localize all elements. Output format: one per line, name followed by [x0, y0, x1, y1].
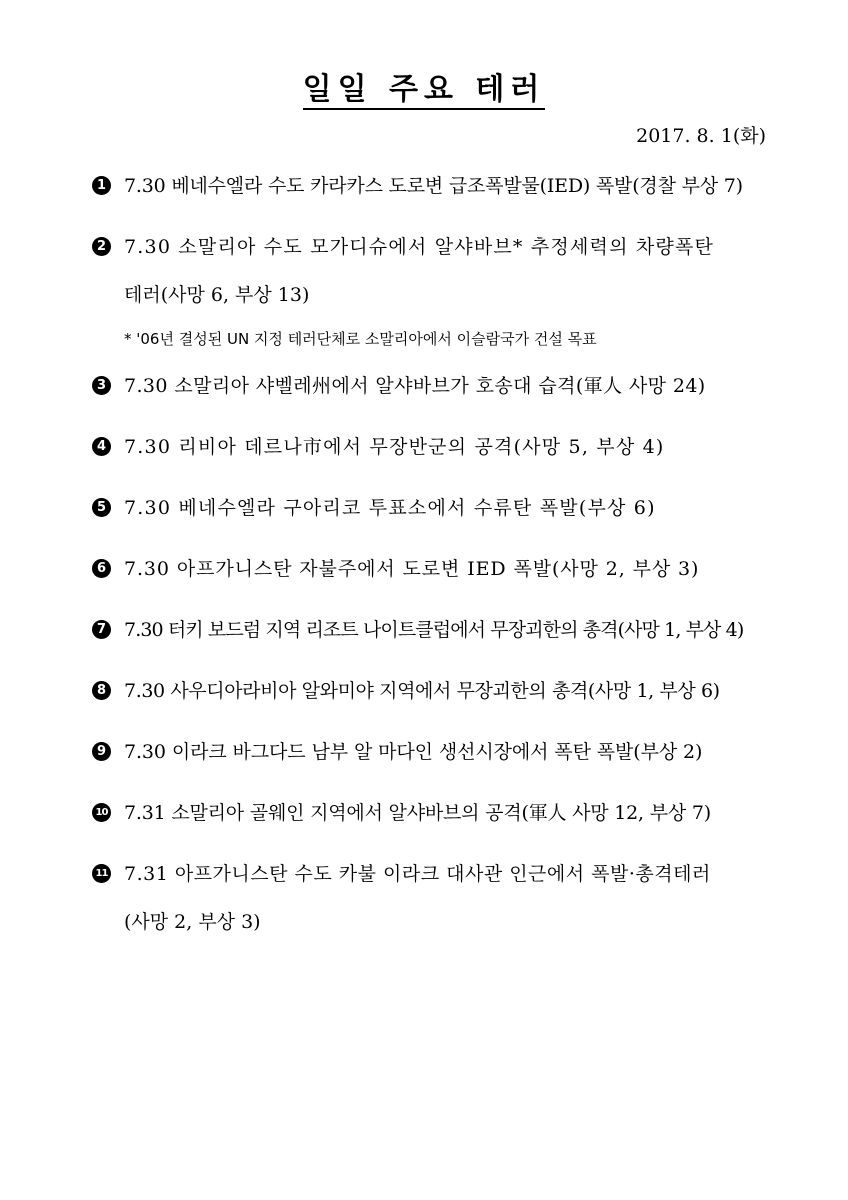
item-number: 3 — [92, 376, 111, 395]
item-text: 7.30 사우디아라비아 알와미야 지역에서 무장괴한의 총격(사망 1, 부상 6) — [124, 680, 720, 702]
item-number: 9 — [92, 742, 111, 761]
item-text: 7.30 터키 보드럼 지역 리조트 나이트클럽에서 무장괴한의 총격(사망 1, 부상 4) — [124, 619, 744, 641]
item-text-continued: 테러(사망 6, 부상 13) — [124, 284, 310, 306]
item-number: 2 — [92, 237, 111, 256]
report-date: 2017. 8. 1(화) — [636, 125, 766, 147]
item-text: 7.30 아프가니스탄 자불주에서 도로변 IED 폭발(사망 2, 부상 3) — [124, 558, 700, 580]
item-number: 11 — [92, 864, 111, 883]
item-number: 5 — [92, 498, 111, 517]
page-title — [0, 70, 848, 110]
item-number: 4 — [92, 437, 111, 456]
item-text: 7.31 아프가니스탄 수도 카불 이라크 대사관 인근에서 폭발·총격테러 — [124, 863, 711, 885]
item-text: 7.30 소말리아 수도 모가디슈에서 알샤바브* 추정세력의 차량폭탄 — [124, 236, 715, 258]
item-number: 1 — [92, 176, 111, 195]
item-text-continued: (사망 2, 부상 3) — [124, 911, 261, 933]
page-title-text: 일일 주요 테러 — [303, 72, 546, 110]
item-text: 7.30 이라크 바그다드 남부 알 마다인 생선시장에서 폭탄 폭발(부상 2) — [124, 741, 703, 763]
item-number: 7 — [92, 620, 111, 639]
item-text: 7.30 베네수엘라 수도 카라카스 도로변 급조폭발물(IED) 폭발(경찰 부상 7) — [124, 175, 743, 197]
item-text: 7.30 리비아 데르나市에서 무장반군의 공격(사망 5, 부상 4) — [124, 436, 665, 458]
item-number: 10 — [92, 803, 111, 822]
footnote: * '06년 결성된 UN 지정 테러단체로 소말리아에서 이슬람국가 건설 목표 — [124, 330, 597, 348]
item-text: 7.30 베네수엘라 구아리코 투표소에서 수류탄 폭발(부상 6) — [124, 497, 656, 519]
item-text: 7.31 소말리아 골웨인 지역에서 알샤바브의 공격(軍人 사망 12, 부상 7) — [124, 802, 711, 824]
item-text: 7.30 소말리아 샤벨레州에서 알샤바브가 호송대 습격(軍人 사망 24) — [124, 375, 706, 397]
item-number: 8 — [92, 681, 111, 700]
item-number: 6 — [92, 559, 111, 578]
